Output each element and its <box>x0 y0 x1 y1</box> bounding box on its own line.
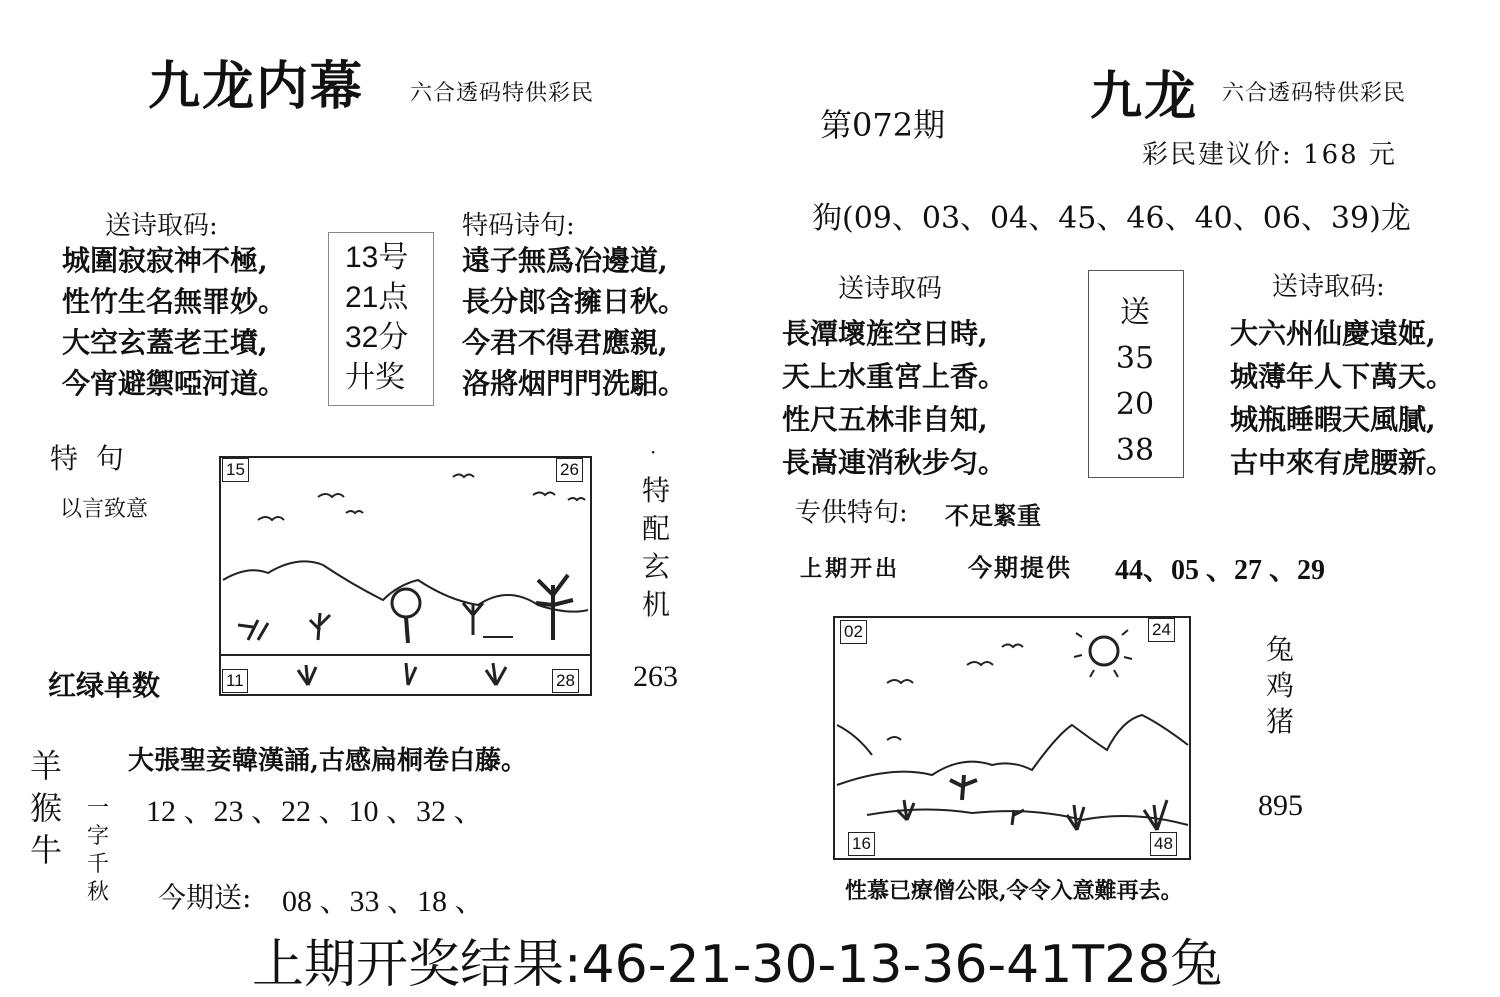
left-title: 九龙内幕 <box>148 56 365 117</box>
box-line: 13号 <box>345 241 409 274</box>
left-subtitle: 六合透码特供彩民 <box>410 81 595 106</box>
poem-line: 長分郎含擁日秋。 <box>462 285 687 318</box>
poem-line: 古中來有虎腰新。 <box>1230 446 1455 479</box>
number-list: 12 、23 、22 、10 、32 、 <box>146 795 484 828</box>
right-poem-heading-left: 送诗取码 <box>838 274 943 304</box>
poem-line: 性竹生名無罪妙。 <box>62 285 287 318</box>
number-895: 895 <box>1258 789 1303 822</box>
send-box-line: 38 <box>1115 433 1155 468</box>
poem-line: 城瓶睡暇天風膩, <box>1230 403 1436 436</box>
last-label: 上期开出 <box>800 556 901 582</box>
side-dot: · <box>650 440 657 464</box>
provide-label: 今期提供 <box>968 553 1072 582</box>
poem-line: 性尺五林非自知, <box>782 403 988 436</box>
vertical-char: 玄 <box>641 550 670 583</box>
corner-number: 24 <box>1148 618 1175 642</box>
poem-line: 城薄年人下萬天。 <box>1230 360 1455 393</box>
poem-line: 天上水重宮上香。 <box>782 360 1007 393</box>
box-line: 廾奖 <box>345 361 405 394</box>
corner-number: 26 <box>556 458 583 482</box>
number-263: 263 <box>633 660 678 693</box>
issue-number: 第072期 <box>820 106 946 144</box>
corner-number: 15 <box>222 458 249 482</box>
poem-line: 城圍寂寂神不極, <box>62 244 268 277</box>
vertical-char: 特 <box>641 474 670 507</box>
vertical-char: 千 <box>86 852 109 877</box>
landscape-picture-left <box>218 455 593 700</box>
corner-number: 48 <box>1150 832 1177 856</box>
footer-result: 上期开奖结果:46-21-30-13-36-41T28兔 <box>252 935 1223 995</box>
vertical-char: 一 <box>86 796 109 821</box>
right-poem-heading-right: 送诗取码: <box>1272 272 1385 302</box>
poem-line: 長潭壞旌空日時, <box>782 317 988 350</box>
long-poem: 大張聖妾韓漢誦,古感扁桐卷白藤。 <box>128 746 528 776</box>
yi-zi-vertical <box>84 795 112 907</box>
side-vertical-text <box>638 472 674 624</box>
special-poem-heading: 特码诗句: <box>462 211 575 241</box>
poem-line: 今君不得君應親, <box>462 326 668 359</box>
right-poem-left <box>782 312 1006 484</box>
send-label: 今期送: <box>158 881 252 914</box>
right-subtitle: 六合透码特供彩民 <box>1222 81 1407 106</box>
zodiac-char: 鸡 <box>1265 669 1294 702</box>
send-box-line: 20 <box>1115 387 1155 422</box>
left-poem <box>62 240 286 404</box>
zodiac-char: 牛 <box>29 831 62 869</box>
dog-line: 狗(09、03、04、45、46、40、06、39)龙 <box>812 201 1411 236</box>
corner-number: 28 <box>552 669 579 693</box>
poem-line: 大空玄蓋老王墳, <box>62 326 268 359</box>
poem-line: 大六州仙慶遠姬, <box>1230 317 1436 350</box>
zodiac-char: 猪 <box>1265 705 1294 738</box>
poem-line: 今宵避禦啞河道。 <box>62 367 287 400</box>
box-line: 21点 <box>345 281 409 314</box>
vertical-char: 配 <box>641 512 670 545</box>
zodiac-vertical-left <box>28 745 64 871</box>
provide-numbers: 44、05 、27 、29 <box>1115 555 1326 586</box>
special-poem <box>462 240 686 404</box>
poem-line: 遠子無爲冶邊道, <box>462 244 668 277</box>
poem-line: 長嵩連消秋步匀。 <box>782 446 1007 479</box>
price-label: 彩民建议价: 168 元 <box>1142 140 1397 170</box>
right-title: 九龙 <box>1090 66 1199 127</box>
send-numbers: 08 、33 、18 、 <box>282 885 485 918</box>
left-poem-heading: 送诗取码: <box>105 211 218 241</box>
box-line: 32分 <box>345 321 409 354</box>
te-ju-value: 以言致意 <box>60 497 149 522</box>
corner-number: 16 <box>848 832 875 856</box>
special-label: 专供特句: <box>795 498 908 528</box>
te-ju-label: 特 句 <box>50 442 124 475</box>
right-poem-right <box>1230 312 1454 484</box>
poem-line: 洛將烟門門洗馹。 <box>462 367 687 400</box>
zodiac-vertical-right <box>1262 632 1298 740</box>
corner-number: 11 <box>222 669 248 693</box>
zodiac-char: 猴 <box>29 789 62 827</box>
send-box-line: 35 <box>1115 341 1155 376</box>
vertical-char: 秋 <box>86 880 109 905</box>
zodiac-char: 兔 <box>1265 633 1294 666</box>
left-center-box-text <box>345 238 408 398</box>
special-value: 不足緊重 <box>945 501 1041 530</box>
vertical-char: 机 <box>641 588 670 621</box>
send-box-line: 送 <box>1120 295 1150 330</box>
send-box-text <box>1100 290 1170 474</box>
right-bottom-poem: 性慕已療僧公限,令令入意難再去。 <box>845 878 1183 904</box>
vertical-char: 字 <box>86 824 109 849</box>
red-green-label: 红绿单数 <box>48 669 161 702</box>
landscape-picture-right <box>832 615 1194 863</box>
corner-number: 02 <box>840 620 867 644</box>
zodiac-char: 羊 <box>29 747 62 785</box>
